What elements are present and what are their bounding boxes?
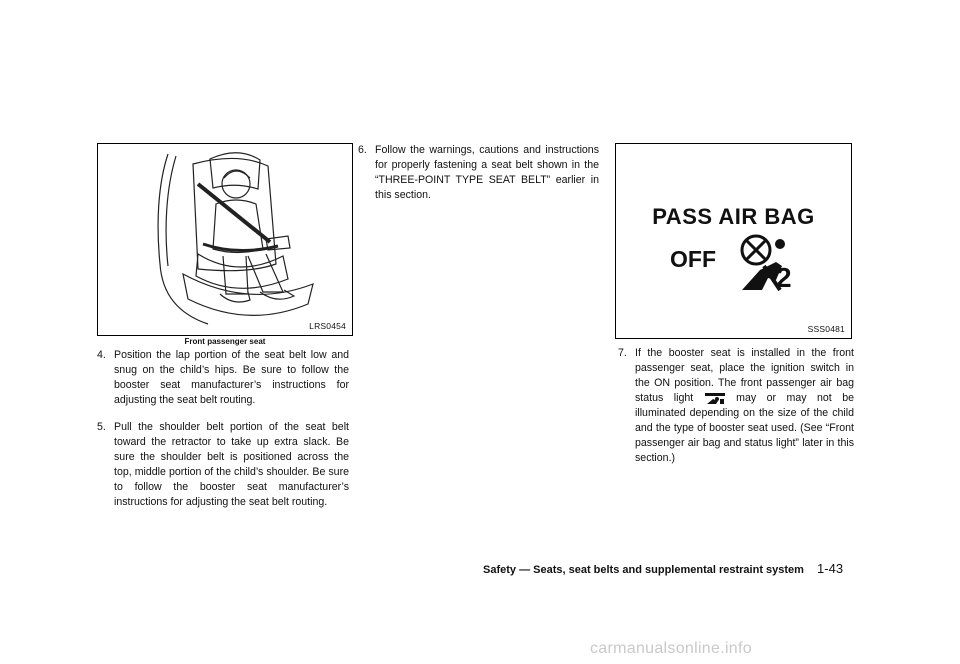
step-text-part-2: may or may not be illuminated depending on the size of the child and the type of booster seat used. (See “Front passenger air bag and status light” later in this section.) — [635, 392, 854, 464]
step-text: Pull the shoulder belt portion of the seat belt toward the retractor to take up extra slack. Be sure the shoulder belt is positioned across the top, middle portion of the child’s shoulder. Be sure to follow the booster seat manufacturer’s instructions for adjusting the seat belt routing. — [114, 421, 349, 508]
step-number: 6. — [358, 144, 367, 156]
figure-code: SSS0481 — [807, 324, 845, 334]
child-in-booster-seat-illustration — [98, 144, 352, 335]
indicator-digit: 2 — [776, 262, 792, 293]
figure-code: LRS0454 — [309, 321, 346, 331]
page-number: 1-43 — [817, 561, 844, 576]
step-number: 7. — [618, 347, 627, 359]
indicator-line-2: OFF — [670, 246, 716, 272]
step-text: Follow the warnings, cautions and instructions for properly fastening a seat belt shown in the “THREE-POINT TYPE SEAT BELT” earlier in this section. — [375, 144, 599, 201]
passenger-airbag-off-icon — [732, 232, 812, 302]
step-number: 5. — [97, 421, 106, 433]
indicator-line-1: PASS AIR BAG — [652, 204, 815, 229]
step-text: Position the lap portion of the seat belt low and snug on the child’s hips. Be sure to follow the booster seat manufacturer’s instructions for adjusting the seat belt routing. — [114, 349, 349, 406]
step-7 — [618, 346, 854, 466]
step-text-part-1: If the booster seat is installed in the front passenger seat, place the ignition switch in the ON position. The front passenger air bag status light — [635, 347, 854, 404]
watermark: carmanualsonline.info — [590, 640, 752, 657]
step-4 — [97, 348, 349, 408]
passenger-airbag-status-icon — [704, 392, 726, 405]
step-number: 4. — [97, 349, 106, 361]
airbag-status-light-figure — [615, 143, 852, 339]
figure-caption: Front passenger seat — [184, 337, 266, 346]
step-6 — [358, 143, 599, 203]
child-booster-seat-figure — [97, 143, 353, 336]
page-footer — [483, 561, 843, 576]
footer-section-title: Safety — Seats, seat belts and supplemental restraint system — [483, 564, 804, 576]
step-text — [618, 346, 854, 466]
step-5 — [97, 420, 349, 510]
